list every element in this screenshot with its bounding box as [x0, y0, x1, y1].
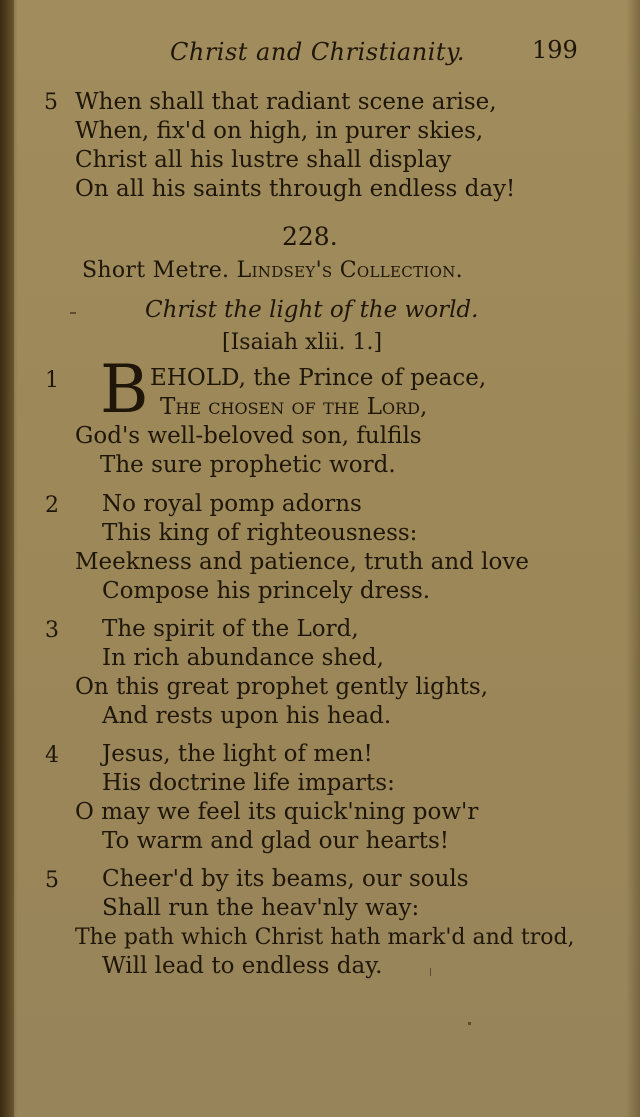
stanza-line: The sure prophetic word.: [100, 452, 396, 478]
stanza-line: His doctrine life imparts:: [102, 770, 395, 796]
hymn-metre-line: [82, 258, 463, 283]
stanza-line: Jesus, the light of men!: [102, 741, 373, 767]
stanza-number: 1: [45, 368, 59, 393]
stanza-number: 2: [45, 493, 59, 518]
stanza-line: The spirit of the Lord,: [102, 616, 359, 642]
page-speck: [70, 312, 76, 314]
book-spine-edge: [0, 0, 14, 1117]
page-speck: [468, 1022, 471, 1025]
stanza-line: This king of righteousness:: [102, 520, 418, 546]
prev-stanza-line: When shall that radiant scene arise,: [75, 89, 497, 115]
stanza-line: On this great prophet gently lights,: [75, 674, 489, 700]
hymn-title: Christ the light of the world.: [145, 297, 479, 323]
stanza-number: 3: [45, 618, 59, 643]
stanza-line: The path which Christ hath mark'd and trod,: [75, 925, 575, 950]
prev-stanza-line: On all his saints through endless day!: [75, 176, 516, 202]
stanza-number: 4: [45, 743, 59, 768]
stanza-line: In rich abundance shed,: [102, 645, 384, 671]
running-header-title: Christ and Christianity.: [170, 38, 466, 66]
stanza-number: 5: [45, 868, 59, 893]
prev-stanza-number: 5: [44, 90, 58, 115]
stanza-line: EHOLD, the Prince of peace,: [150, 365, 487, 391]
stanza-line: Compose his princely dress.: [102, 578, 431, 604]
stanza-line: O may we feel its quick'ning pow'r: [75, 799, 479, 825]
drop-cap: B: [100, 351, 149, 428]
prev-stanza-line: Christ all his lustre shall display: [75, 147, 452, 173]
stanza-line: God's well-beloved son, fulfils: [75, 423, 422, 449]
scripture-reference: [Isaiah xlii. 1.]: [222, 330, 383, 355]
page-speck: [430, 968, 431, 976]
hymn-collection: Lindsey's Collection.: [236, 258, 463, 283]
hymn-metre: Short Metre.: [82, 258, 230, 283]
stanza-line: Will lead to endless day.: [102, 953, 383, 979]
stanza-line: And rests upon his head.: [102, 703, 392, 729]
page-number: 199: [532, 36, 578, 64]
stanza-line: No royal pomp adorns: [102, 491, 362, 517]
stanza-line: The chosen of the Lord,: [160, 394, 428, 420]
prev-stanza-line: When, fix'd on high, in purer skies,: [75, 118, 484, 144]
stanza-line: Shall run the heav'nly way:: [102, 895, 420, 921]
hymn-number: 228.: [282, 222, 338, 251]
stanza-line: Meekness and patience, truth and love: [75, 549, 529, 575]
stanza-line: Cheer'd by its beams, our souls: [102, 866, 469, 892]
stanza-line: To warm and glad our hearts!: [102, 828, 449, 854]
